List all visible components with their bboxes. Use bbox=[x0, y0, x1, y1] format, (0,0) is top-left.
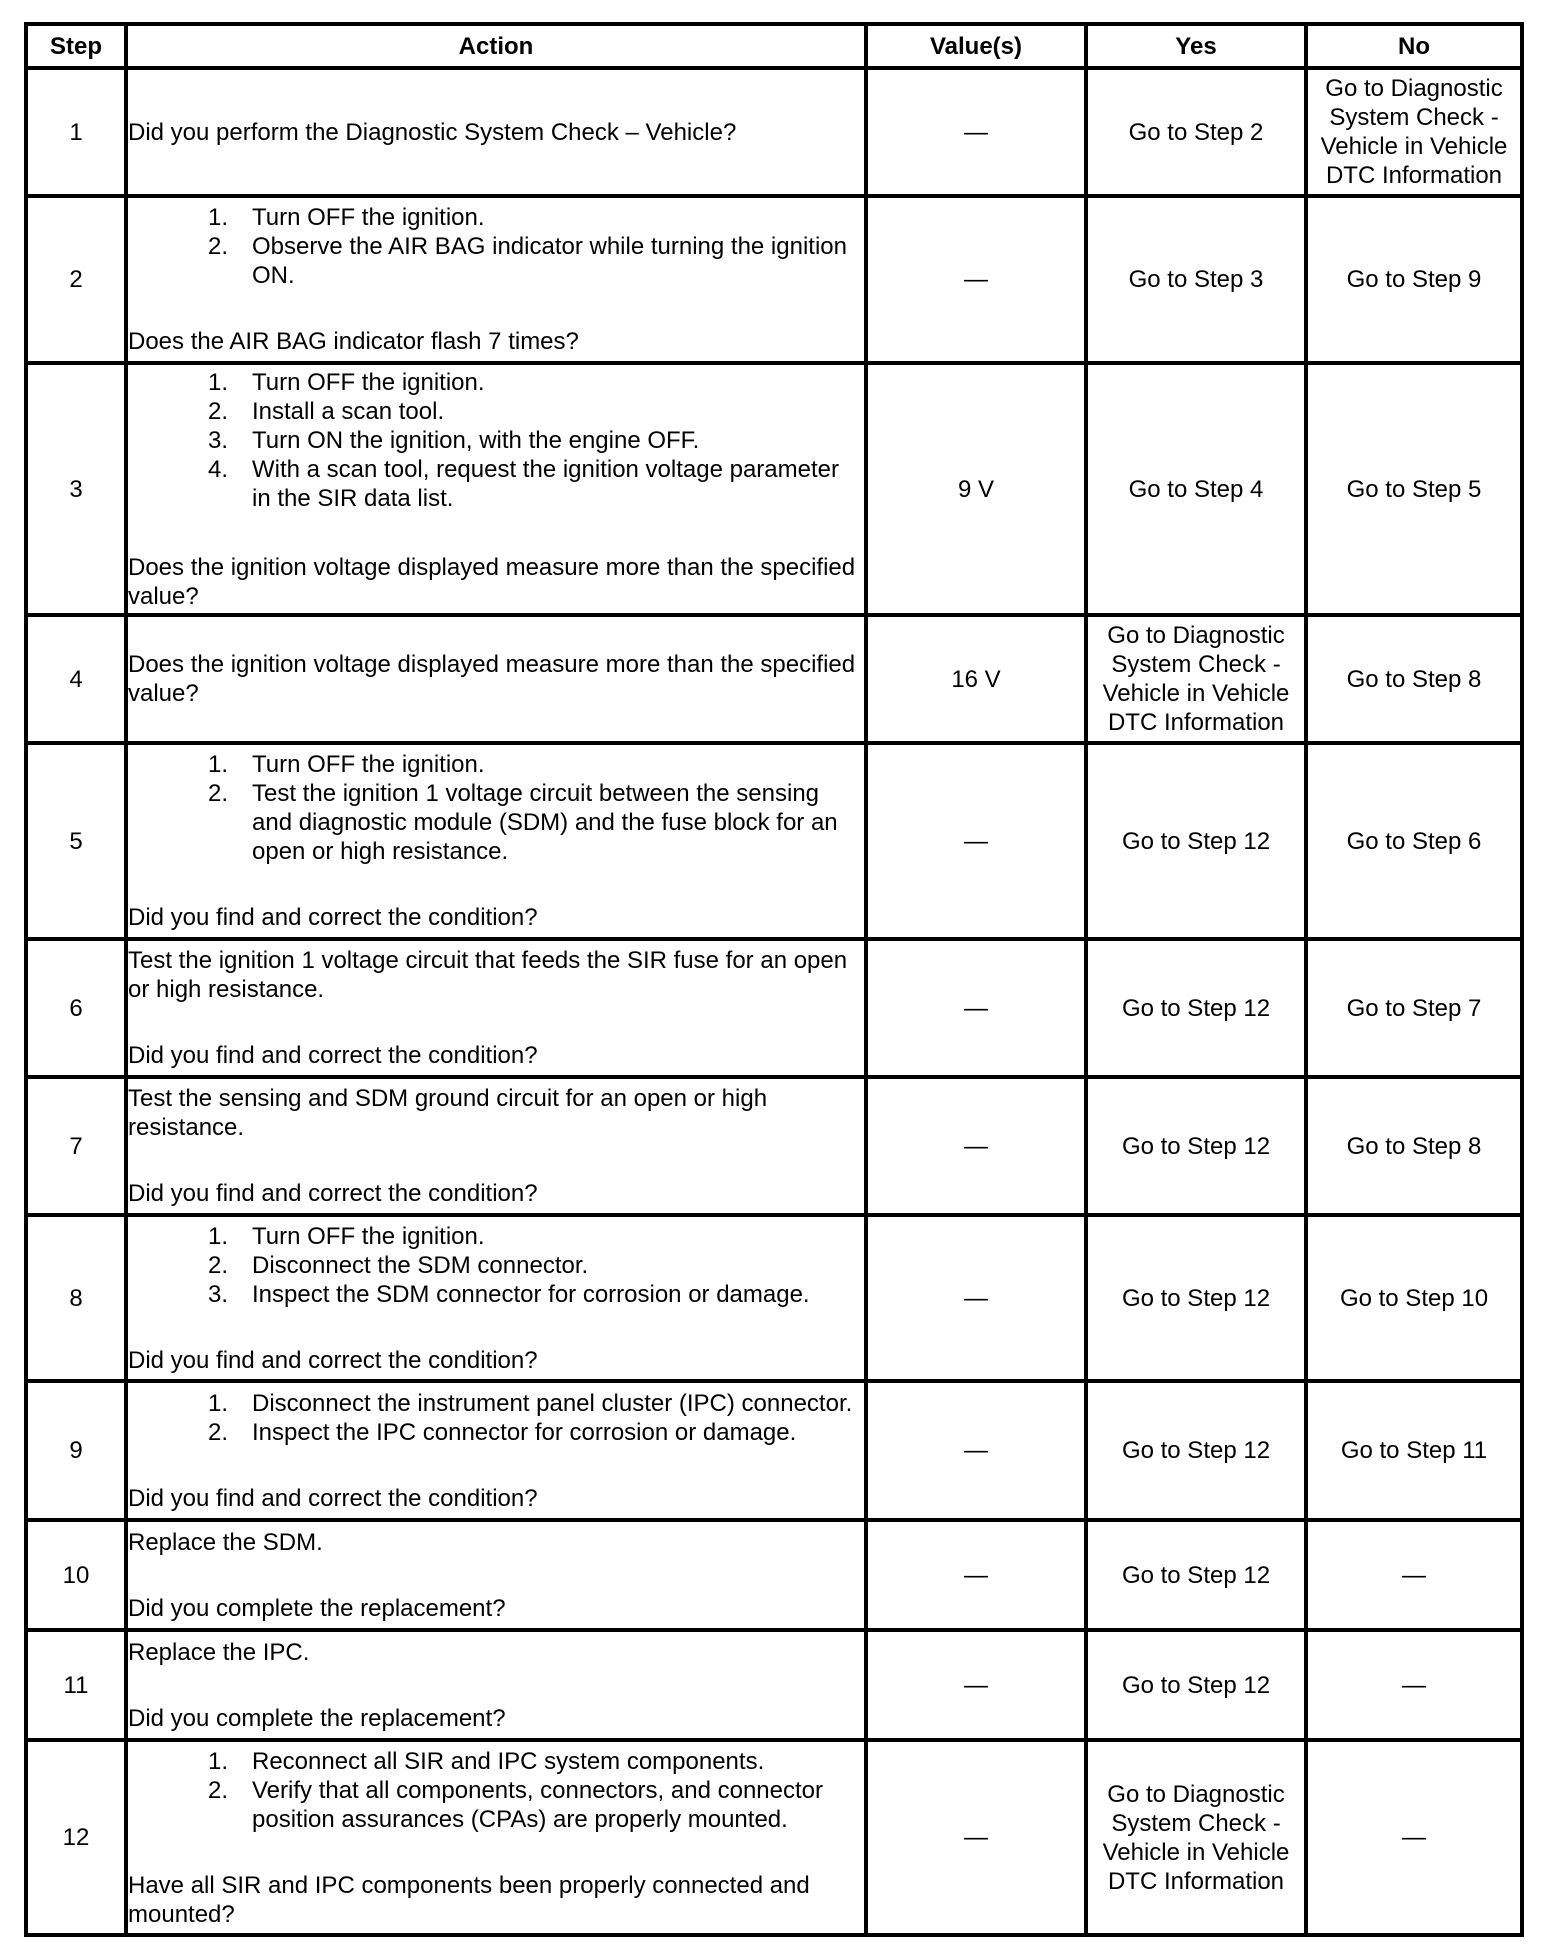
table-row bbox=[26, 743, 1522, 939]
no-cell: Go to Step 10 bbox=[1306, 1215, 1522, 1381]
no-cell: Go to Step 9 bbox=[1306, 196, 1522, 363]
action-step-item: 2. Test the ignition 1 voltage circuit between the sensing and diagnostic module (SDM) and the fuse block for an open or high resistance. bbox=[207, 780, 838, 865]
table-row bbox=[26, 1077, 1522, 1215]
no-cell: — bbox=[1306, 1630, 1522, 1740]
action-step-item: 2. Disconnect the SDM connector. bbox=[207, 1251, 589, 1279]
yes-cell: Go to Step 4 bbox=[1086, 363, 1306, 615]
action-cell bbox=[126, 743, 866, 939]
action-question: Does the ignition voltage displayed measure more than the specified value? bbox=[128, 651, 856, 707]
no-cell: — bbox=[1306, 1740, 1522, 1935]
table-row bbox=[26, 1630, 1522, 1740]
step-number: 2 bbox=[26, 196, 126, 363]
action-steps bbox=[128, 1747, 864, 1834]
table-row bbox=[26, 1215, 1522, 1381]
action-steps bbox=[128, 203, 864, 290]
value-cell: — bbox=[866, 68, 1086, 196]
action-question: Did you find and correct the condition? bbox=[128, 1042, 538, 1069]
action-step-item: 1. Disconnect the instrument panel cluster (IPC) connector. bbox=[207, 1389, 853, 1417]
action-step-item: 2. Inspect the IPC connector for corrosion or damage. bbox=[207, 1418, 797, 1446]
action-question: Did you complete the replacement? bbox=[128, 1594, 506, 1622]
no-cell: Go to Step 8 bbox=[1306, 1077, 1522, 1215]
table-row bbox=[26, 68, 1522, 196]
value-cell: — bbox=[866, 743, 1086, 939]
action-cell bbox=[126, 939, 866, 1077]
step-number: 9 bbox=[26, 1381, 126, 1520]
yes-cell: Go to Step 12 bbox=[1086, 1381, 1306, 1520]
step-number: 7 bbox=[26, 1077, 126, 1215]
diagnostic-table bbox=[24, 22, 1524, 1937]
yes-cell: Go to Step 12 bbox=[1086, 1215, 1306, 1381]
yes-cell: Go to Step 12 bbox=[1086, 1520, 1306, 1630]
step-number: 5 bbox=[26, 743, 126, 939]
action-cell bbox=[126, 615, 866, 743]
table-row bbox=[26, 196, 1522, 363]
value-cell: 16 V bbox=[866, 615, 1086, 743]
no-cell: Go to Step 8 bbox=[1306, 615, 1522, 743]
value-cell: — bbox=[866, 196, 1086, 363]
step-number: 4 bbox=[26, 615, 126, 743]
action-question: Have all SIR and IPC components been properly connected and mounted? bbox=[128, 1871, 810, 1928]
value-cell: 9 V bbox=[866, 363, 1086, 615]
action-cell bbox=[126, 1630, 866, 1740]
header-yes: Yes bbox=[1086, 24, 1306, 68]
yes-cell: Go to Diagnostic System Check - Vehicle in Vehicle DTC Information bbox=[1086, 1740, 1306, 1935]
yes-cell: Go to Step 3 bbox=[1086, 196, 1306, 363]
action-step-item: 2. Install a scan tool. bbox=[207, 397, 445, 425]
table-row bbox=[26, 1381, 1522, 1520]
value-cell: — bbox=[866, 1630, 1086, 1740]
yes-cell: Go to Diagnostic System Check - Vehicle in Vehicle DTC Information bbox=[1086, 615, 1306, 743]
action-steps bbox=[128, 1222, 864, 1309]
action-step-item: 1. Turn OFF the ignition. bbox=[207, 204, 485, 231]
no-cell: Go to Step 7 bbox=[1306, 939, 1522, 1077]
step-number: 6 bbox=[26, 939, 126, 1077]
value-cell: — bbox=[866, 939, 1086, 1077]
table-row bbox=[26, 615, 1522, 743]
action-question: Did you find and correct the condition? bbox=[128, 904, 538, 931]
no-cell: Go to Step 6 bbox=[1306, 743, 1522, 939]
action-cell bbox=[126, 1215, 866, 1381]
action-cell bbox=[126, 1520, 866, 1630]
action-question: Did you find and correct the condition? bbox=[128, 1346, 538, 1374]
action-cell bbox=[126, 1077, 866, 1215]
yes-cell: Go to Step 12 bbox=[1086, 1630, 1306, 1740]
table-row bbox=[26, 363, 1522, 615]
action-step-item: 2. Verify that all components, connectors, and connector position assurances (CPAs) are properly mounted. bbox=[207, 1776, 823, 1833]
step-number: 1 bbox=[26, 68, 126, 196]
action-step-item: 1. Turn OFF the ignition. bbox=[207, 1222, 485, 1250]
no-cell: Go to Step 11 bbox=[1306, 1381, 1522, 1520]
no-cell: — bbox=[1306, 1520, 1522, 1630]
header-row bbox=[26, 24, 1522, 68]
step-number: 10 bbox=[26, 1520, 126, 1630]
action-question: Does the AIR BAG indicator flash 7 times? bbox=[128, 328, 579, 355]
action-intro: Test the ignition 1 voltage circuit that feeds the SIR fuse for an open or high resistance. bbox=[128, 947, 848, 1003]
action-intro: Test the sensing and SDM ground circuit for an open or high resistance. bbox=[128, 1085, 768, 1141]
header-step: Step bbox=[26, 24, 126, 68]
action-steps bbox=[128, 1389, 864, 1447]
action-intro: Replace the IPC. bbox=[128, 1638, 310, 1666]
action-step-item: 2. Observe the AIR BAG indicator while turning the ignition ON. bbox=[207, 233, 847, 289]
table-row bbox=[26, 1520, 1522, 1630]
action-cell bbox=[126, 1740, 866, 1935]
table-row bbox=[26, 1740, 1522, 1935]
table-row bbox=[26, 939, 1522, 1077]
action-question: Does the ignition voltage displayed measure more than the specified value? bbox=[128, 553, 856, 610]
action-steps bbox=[128, 750, 864, 866]
action-intro: Replace the SDM. bbox=[128, 1528, 323, 1556]
step-number: 8 bbox=[26, 1215, 126, 1381]
action-steps bbox=[128, 368, 864, 513]
value-cell: — bbox=[866, 1381, 1086, 1520]
action-cell bbox=[126, 363, 866, 615]
action-cell bbox=[126, 1381, 866, 1520]
no-cell: Go to Diagnostic System Check - Vehicle in Vehicle DTC Information bbox=[1306, 68, 1522, 196]
yes-cell: Go to Step 2 bbox=[1086, 68, 1306, 196]
step-number: 12 bbox=[26, 1740, 126, 1935]
action-question: Did you find and correct the condition? bbox=[128, 1484, 538, 1512]
value-cell: — bbox=[866, 1077, 1086, 1215]
header-no: No bbox=[1306, 24, 1522, 68]
yes-cell: Go to Step 12 bbox=[1086, 743, 1306, 939]
value-cell: — bbox=[866, 1520, 1086, 1630]
step-number: 11 bbox=[26, 1630, 126, 1740]
action-step-item: 4. With a scan tool, request the ignition voltage parameter in the SIR data list. bbox=[207, 455, 839, 512]
action-step-item: 3. Turn ON the ignition, with the engine OFF. bbox=[207, 426, 700, 454]
action-step-item: 1. Turn OFF the ignition. bbox=[207, 368, 485, 396]
action-cell bbox=[126, 196, 866, 363]
no-cell: Go to Step 5 bbox=[1306, 363, 1522, 615]
action-step-item: 1. Turn OFF the ignition. bbox=[207, 751, 485, 778]
yes-cell: Go to Step 12 bbox=[1086, 1077, 1306, 1215]
action-question: Did you find and correct the condition? bbox=[128, 1180, 538, 1207]
step-number: 3 bbox=[26, 363, 126, 615]
action-cell bbox=[126, 68, 866, 196]
header-action: Action bbox=[126, 24, 866, 68]
header-values: Value(s) bbox=[866, 24, 1086, 68]
action-step-item: 3. Inspect the SDM connector for corrosion or damage. bbox=[207, 1280, 810, 1308]
action-step-item: 1. Reconnect all SIR and IPC system components. bbox=[207, 1747, 765, 1775]
yes-cell: Go to Step 12 bbox=[1086, 939, 1306, 1077]
value-cell: — bbox=[866, 1215, 1086, 1381]
value-cell: — bbox=[866, 1740, 1086, 1935]
action-question: Did you complete the replacement? bbox=[128, 1704, 506, 1732]
action-question: Did you perform the Diagnostic System Check – Vehicle? bbox=[128, 118, 737, 146]
